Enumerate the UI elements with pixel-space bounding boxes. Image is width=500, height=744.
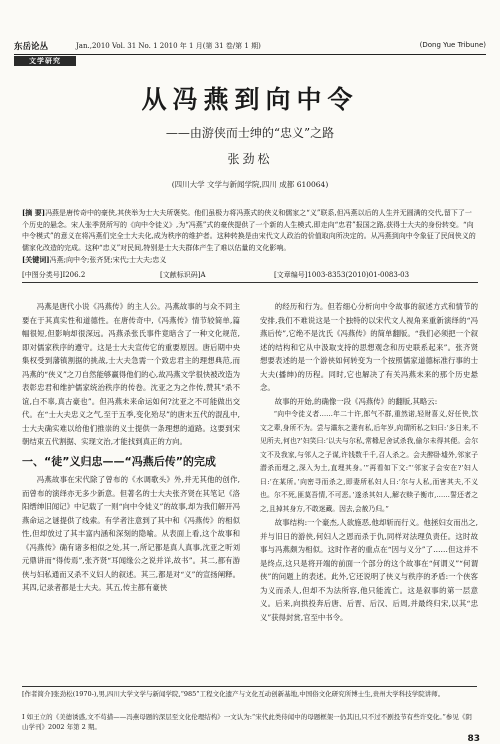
right-column bbox=[260, 300, 478, 624]
footnote-rule bbox=[22, 686, 477, 687]
keywords-label: [关键词] bbox=[22, 255, 50, 264]
footnote-1: Ⅰ 如王立的《美德诱惑,文不苟措——冯燕母题的深层至文化伦理结构》一文认为:“宋代此类侍闻中的母题框架一仍其旧,只不过不剧投节有些许变化。”参见《阴山学刊》2002 年第 2 期。 bbox=[22, 713, 472, 731]
author-affiliation: (四川大学 文学与新闻学院,四川 成都 610064) bbox=[171, 180, 329, 189]
article-subtitle: ——由游侠而士绅的“忠义”之路 bbox=[165, 126, 335, 140]
abstract bbox=[22, 207, 478, 254]
journal-english-name: (Dong Yue Tribune) bbox=[419, 41, 486, 49]
author-name: 张劲松 bbox=[227, 152, 273, 166]
article-number: [文章编号]1003-8353(2010)01-0083-03 bbox=[274, 271, 410, 279]
left-column bbox=[22, 300, 240, 595]
keywords-text: 冯燕;向中令;张齐贤;宋代;士大夫;忠义 bbox=[49, 256, 167, 264]
page-number: 83 bbox=[467, 734, 480, 744]
journal-name: 东岳论丛 bbox=[14, 42, 49, 52]
issue-info: Jan.,2010 Vol. 31 No. 1 2010 年 1 月(第 31 卷/第 1 期) bbox=[76, 42, 261, 50]
author-footnote: [作者简介]张劲松(1970-),男,四川大学文学与新闻学院,“985”工程文化遗产与文化互动创新基地,中国俗文化研究所博士生,贵州大学科技学院讲师。 bbox=[22, 690, 445, 698]
running-header bbox=[14, 40, 486, 54]
body-paragraph: 故事的开始,的确像一段《冯燕传》的翻版,其略云: bbox=[274, 396, 438, 406]
block-quote: “向中令徒义者……年二十许,郎气不群,重然诺,轻财喜义,好任侠,饮文之辈,身所不为。尝与灞东之妻有私,后年岁,向谓所私之妇曰:‘多日来,不见所夫,何也?’妇笑曰:‘以夫与尔私,常橼尼舍试杀我,偷尔未得其便。会尔文不及我家,与邻人之子谋,许钱数千千,召人杀之。会夫醉卧墟外,邻家子潜杀而埋之,深入为土,直埋其身。’”再看如下文:“‘邻家子会安在?’妇人曰:‘在某所。’向密寻而杀之,即妻所私妇人曰:‘尔与人私,而害其夫,不义也。尔不死,匪莫吾情,不可恶。’遂杀其妇人,解衣赎子衡市,……誓还者之之,且掉其身方,不敢迷藏。因去,会赦乃归。” bbox=[260, 410, 478, 513]
document-code: [文献标识码]A bbox=[160, 271, 206, 279]
section-heading: 一、“徒”义归忠——“冯燕后传”的完成 bbox=[22, 454, 216, 468]
header-rule bbox=[14, 54, 486, 55]
abstract-block bbox=[22, 207, 478, 267]
body-paragraph: 的经历和行为。但若细心分析向中令故事的叙述方式和情节的安排,我们不难说这是一个独特的以宋代文人视角来重新演绎的“冯燕后传”,它绝不是沈氏《冯燕传》的简单翻版。“我们必须把一个叙述的结构和它从中汲取支持的思想观念和历史联系起来”。张齐贤想要表述的是一个游侠如何转变为一个按照儒家道德标准行事的士大夫(播绅)的历程。同时,它也解决了有关冯燕未来的那个历史悬念。 bbox=[260, 302, 478, 392]
abstract-rule bbox=[22, 282, 478, 283]
keywords bbox=[22, 254, 478, 267]
body-paragraph: 冯燕是唐代小说《冯燕传》的主人公。冯燕故事的与众不同主要在于其真实性和道德性。在唐传奇中,《冯燕传》情节较简单,篇幅很短,但影响却很深远。冯燕杀张氏事件竟暗含了一种文化规范,即对儒家秩序的遵守。这是士大夫宣传它的重要原因。唐后期中央集权受到藩镇割据的挑战,士大夫急需一个致忠君主的理想典范,而冯燕的“侠义”之刀自然能够赢得他们的心,故冯燕文学很快被改造为表彰忠君和维护儒家统治秩序的传卷。沈亚之为之作传,赞其“杀不谊,白不辜,真古豪也”。但冯燕未来命运如何?沈亚之不可能做出交代。在“士大夫忠义之气,至于五季,变化殆尽”的唐末五代的混乱中,士大夫确实难以给他们推崇的义士提供一条理想的道路。这要到宋朝结束五代割据、实现文治,才能找到真正的方向。 bbox=[22, 302, 240, 446]
abstract-text: 冯燕是唐传奇中的豪侠,其侠举为士大夫所褒奖。他们虽极力将冯燕式的侠义和儒家之“义”联系,但冯燕以后的人生并无圆满的交代,留下了一个历史的悬念。宋人张季贤所写的《向中令徒义》,为“冯燕”式的豪侠提供了一个新的人生模式,即走向“忠君”报国之路,获得士大夫的身份转变。“向中令模式”的意义在将冯燕们完全士大夫化,成为秩序的维护者。这种转换是由宋代文人政治的价值取向所决定的。从冯燕到向中令象征了民间侠义的儒家化改造的完成。这种“忠义”对民间,特别是士大夫群体产生了难以估量的文化影响。 bbox=[22, 209, 476, 252]
classification-line bbox=[22, 270, 478, 282]
clc-number: [中图分类号]I206.2 bbox=[22, 271, 86, 279]
article-title: 从冯燕到向中令 bbox=[141, 85, 359, 114]
body-paragraph: 冯燕故事在宋代除了曾布的《水调歌头》外,并无其他的创作,而曾布的演绎亦无多少新意。但著名的士大夫张齐贤在其笔记《洛阳缙绅旧闻记》中记载了一则“向中令徒义”的故事,却为我们解开冯燕命运之谜提供了线索。有学者注意到了其中和《冯燕传》的相似性,但却放过了其丰富内涵和深刻的隐喻。从表面上看,这个故事和《冯燕传》确有诸多相似之处,其一,所记都是真人真事,沈亚之听刘元鼎讲而“得传焉”,张齐贤“耳闻缘公之说并详,故书”。其二,都有游侠与妇私通而又杀不义妇人的叙述。其三,都是对“义”的宣扬阐释。其四,记录者都是士大夫。其五,传主都有豪侠 bbox=[22, 475, 240, 592]
section-tag: 文学研究 bbox=[14, 56, 76, 66]
body-paragraph: 故事结构:一个豪杰,人欲施恶,他却斩而行义。他拯妇女而出之,并与旧日的游侠,何妇人之恩而杀于仇,同样对法理负责任。这时故事与冯燕颇为相似。这时作者的重点在“因与义分”了……但这并不是终点,这只是将开端的前面一个部分的这个故事在“何谓义”“何谓侠”的问题上的表述。此外,它还说明了侠义与秩序的矛盾:一个侠客为义而杀人,但却不为法所容,他只能流亡。这是叙事的第一层意义。后来,向拱投奔后唐、后晋、后汉、后周,并最终归宋,以其“忠义”获得封赏,官至中书令。 bbox=[260, 518, 478, 622]
abstract-label: [摘 要] bbox=[22, 208, 46, 217]
